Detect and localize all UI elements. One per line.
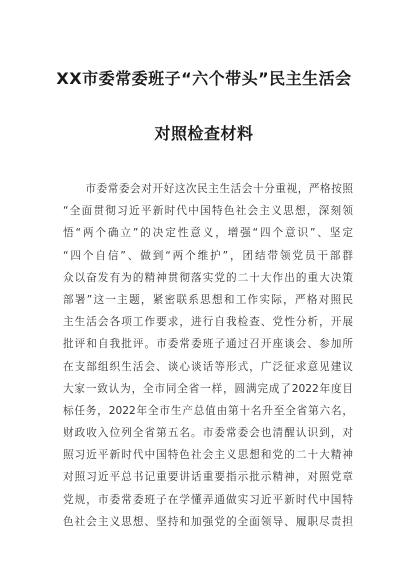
body-line: 大家一致认为，全市同全省一样，圆满完成了2022年度目 bbox=[63, 382, 353, 395]
body-line: 众以奋发有为的精神贯彻落实党的二十大作出的重大决策 bbox=[63, 271, 353, 284]
document-title: XX市委常委班子“六个带头”民主生活会 bbox=[56, 69, 352, 88]
document-body bbox=[63, 178, 353, 533]
body-line: 在支部组织生活会、谈心谈话等形式，广泛征求意见建议 bbox=[63, 360, 353, 373]
body-line: “四个自信”、做到“两个维护”，团结带领党员干部群 bbox=[63, 249, 353, 262]
body-line: “全面贯彻习近平新时代中国特色社会主义思想，深刻领 bbox=[63, 205, 353, 218]
body-line: 悟“两个确立”的决定性意义，增强“四个意识”、坚定 bbox=[63, 227, 353, 240]
document-subtitle: 对照检查材料 bbox=[154, 124, 254, 143]
body-line: 市委常委会对开好这次民主生活会十分重视，严格按照 bbox=[63, 183, 353, 195]
body-line: 主生活会各项工作要求，进行自我检查、党性分析，开展 bbox=[63, 316, 353, 329]
body-line: 色社会主义思想、坚持和加强党的全面领导、履职尽责担 bbox=[63, 515, 353, 528]
body-line: 标任务，2022年全市生产总值由第十名升至全省第六名， bbox=[63, 404, 353, 417]
body-line: 党规，市委常委班子在学懂弄通做实习近平新时代中国特 bbox=[63, 493, 353, 506]
body-line: 财政收入位列全省第五名。市委常委会也清醒认识到，对 bbox=[63, 427, 353, 440]
body-line: 照习近平新时代中国特色社会主义思想和党的二十大精神 bbox=[63, 449, 353, 462]
body-line: 对照习近平总书记重要讲话重要指示批示精神，对照党章 bbox=[63, 471, 353, 484]
body-line: 批评和自我批评。市委常委班子通过召开座谈会、参加所 bbox=[63, 338, 353, 351]
body-line: 部署”这一主题，紧密联系思想和工作实际，严格对照民 bbox=[63, 293, 353, 306]
